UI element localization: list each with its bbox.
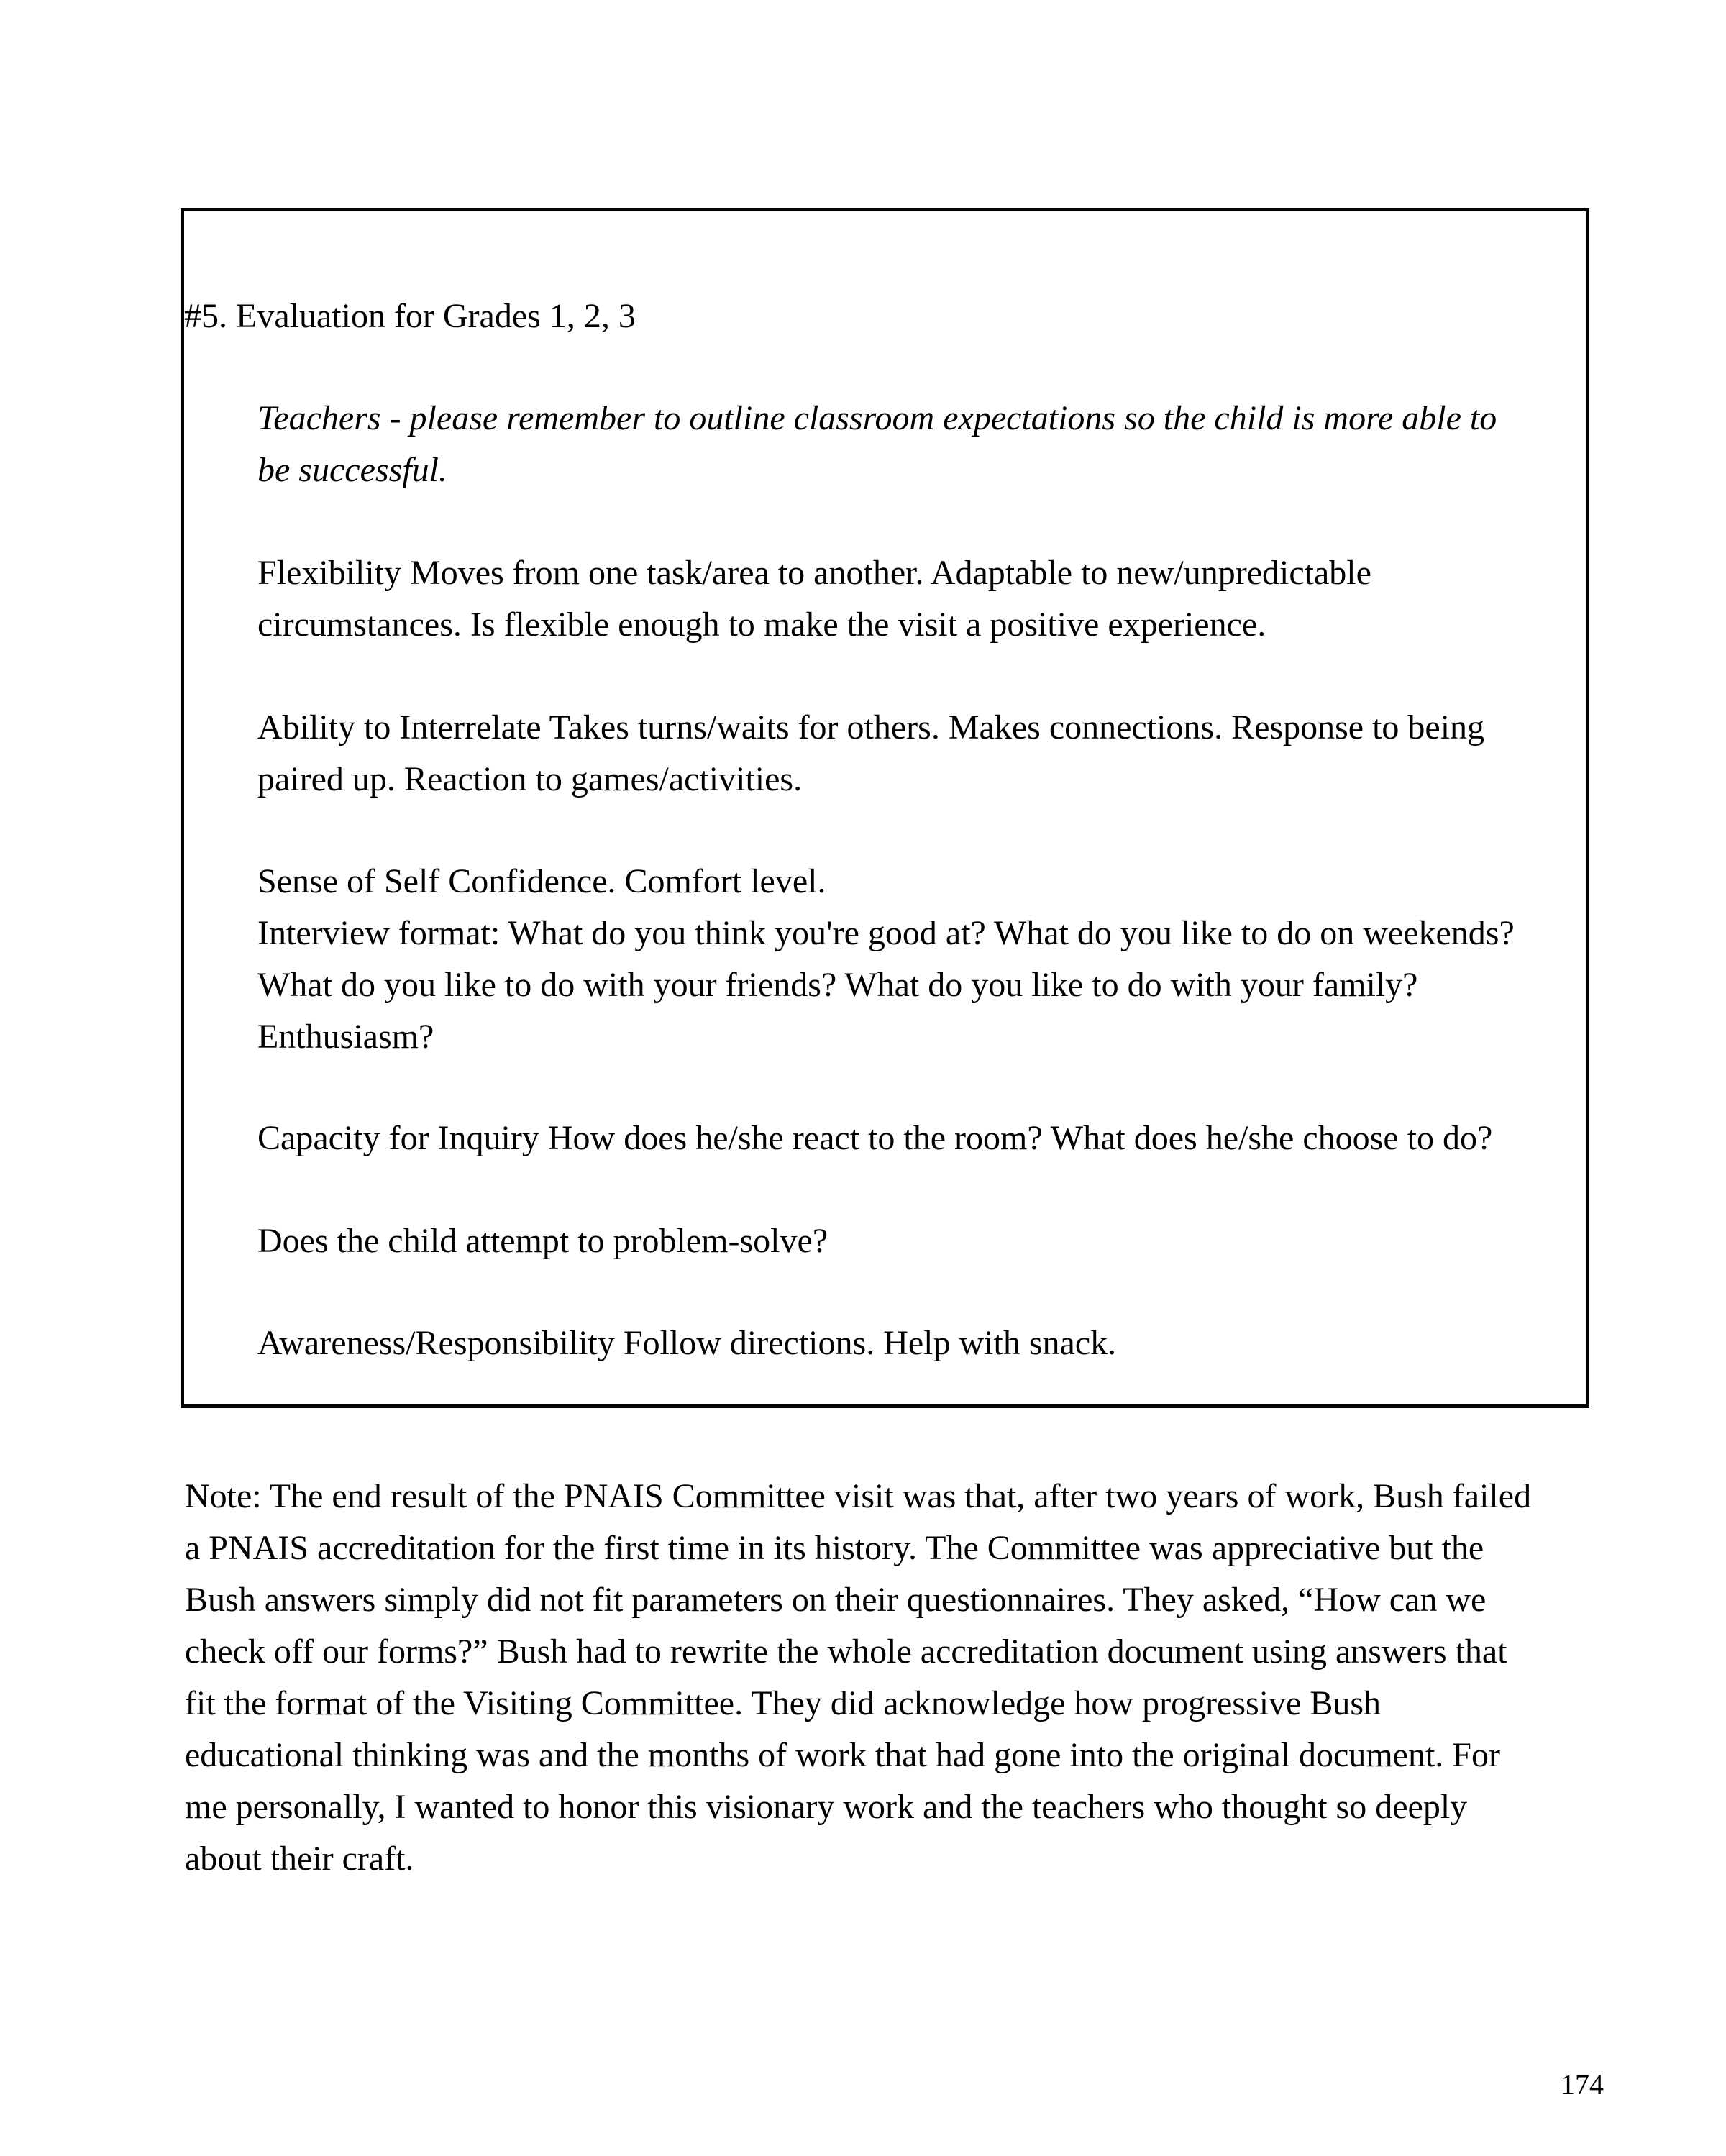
awareness-line: Awareness/Responsibility Follow directions. Help with snack. xyxy=(257,1324,1117,1362)
flexibility-line-1: Flexibility Moves from one task/area to another. Adaptable to new/unpredictable xyxy=(257,554,1371,592)
interrelate-line-2: paired up. Reaction to games/activities. xyxy=(257,760,803,798)
reminder-line-1: Teachers - please remember to outline classroom expectations so the child is more able to xyxy=(257,399,1497,437)
sense-of-self-line-3: What do you like to do with your friends? What do you like to do with your family? xyxy=(257,966,1418,1004)
sense-of-self-line-4: Enthusiasm? xyxy=(257,1018,434,1056)
note-line: fit the format of the Visiting Committee. They did acknowledge how progressive Bush xyxy=(185,1684,1382,1722)
note-paragraph xyxy=(185,1471,1623,1885)
page-number: 174 xyxy=(1561,2068,1604,2101)
sense-of-self-line-1: Sense of Self Confidence. Comfort level. xyxy=(257,862,826,900)
evaluation-heading: #5. Evaluation for Grades 1, 2, 3 xyxy=(184,297,636,335)
flexibility-line-2: circumstances. Is flexible enough to make the visit a positive experience. xyxy=(257,606,1266,644)
note-line: Note: The end result of the PNAIS Committee visit was that, after two years of work, Bush failed xyxy=(185,1477,1532,1515)
note-line: a PNAIS accreditation for the first time in its history. The Committee was appreciative but the xyxy=(185,1529,1484,1567)
sense-of-self-line-2: Interview format: What do you think you're good at? What do you like to do on weekends? xyxy=(257,914,1515,952)
reminder-line-2: be successful. xyxy=(257,451,447,489)
problem-solve-line: Does the child attempt to problem-solve? xyxy=(257,1222,828,1260)
note-line: Bush answers simply did not fit parameters on their questionnaires. They asked, “How can we xyxy=(185,1581,1487,1619)
interrelate-line-1: Ability to Interrelate Takes turns/waits for others. Makes connections. Response to being xyxy=(257,708,1485,746)
note-line: educational thinking was and the months of work that had gone into the original document. For xyxy=(185,1736,1500,1774)
inquiry-line: Capacity for Inquiry How does he/she react to the room? What does he/she choose to do? xyxy=(257,1119,1493,1157)
note-line: check off our forms?” Bush had to rewrite the whole accreditation document using answers that xyxy=(185,1632,1507,1671)
note-line: me personally, I wanted to honor this visionary work and the teachers who thought so deeply xyxy=(185,1788,1468,1826)
note-line: about their craft. xyxy=(185,1840,414,1878)
